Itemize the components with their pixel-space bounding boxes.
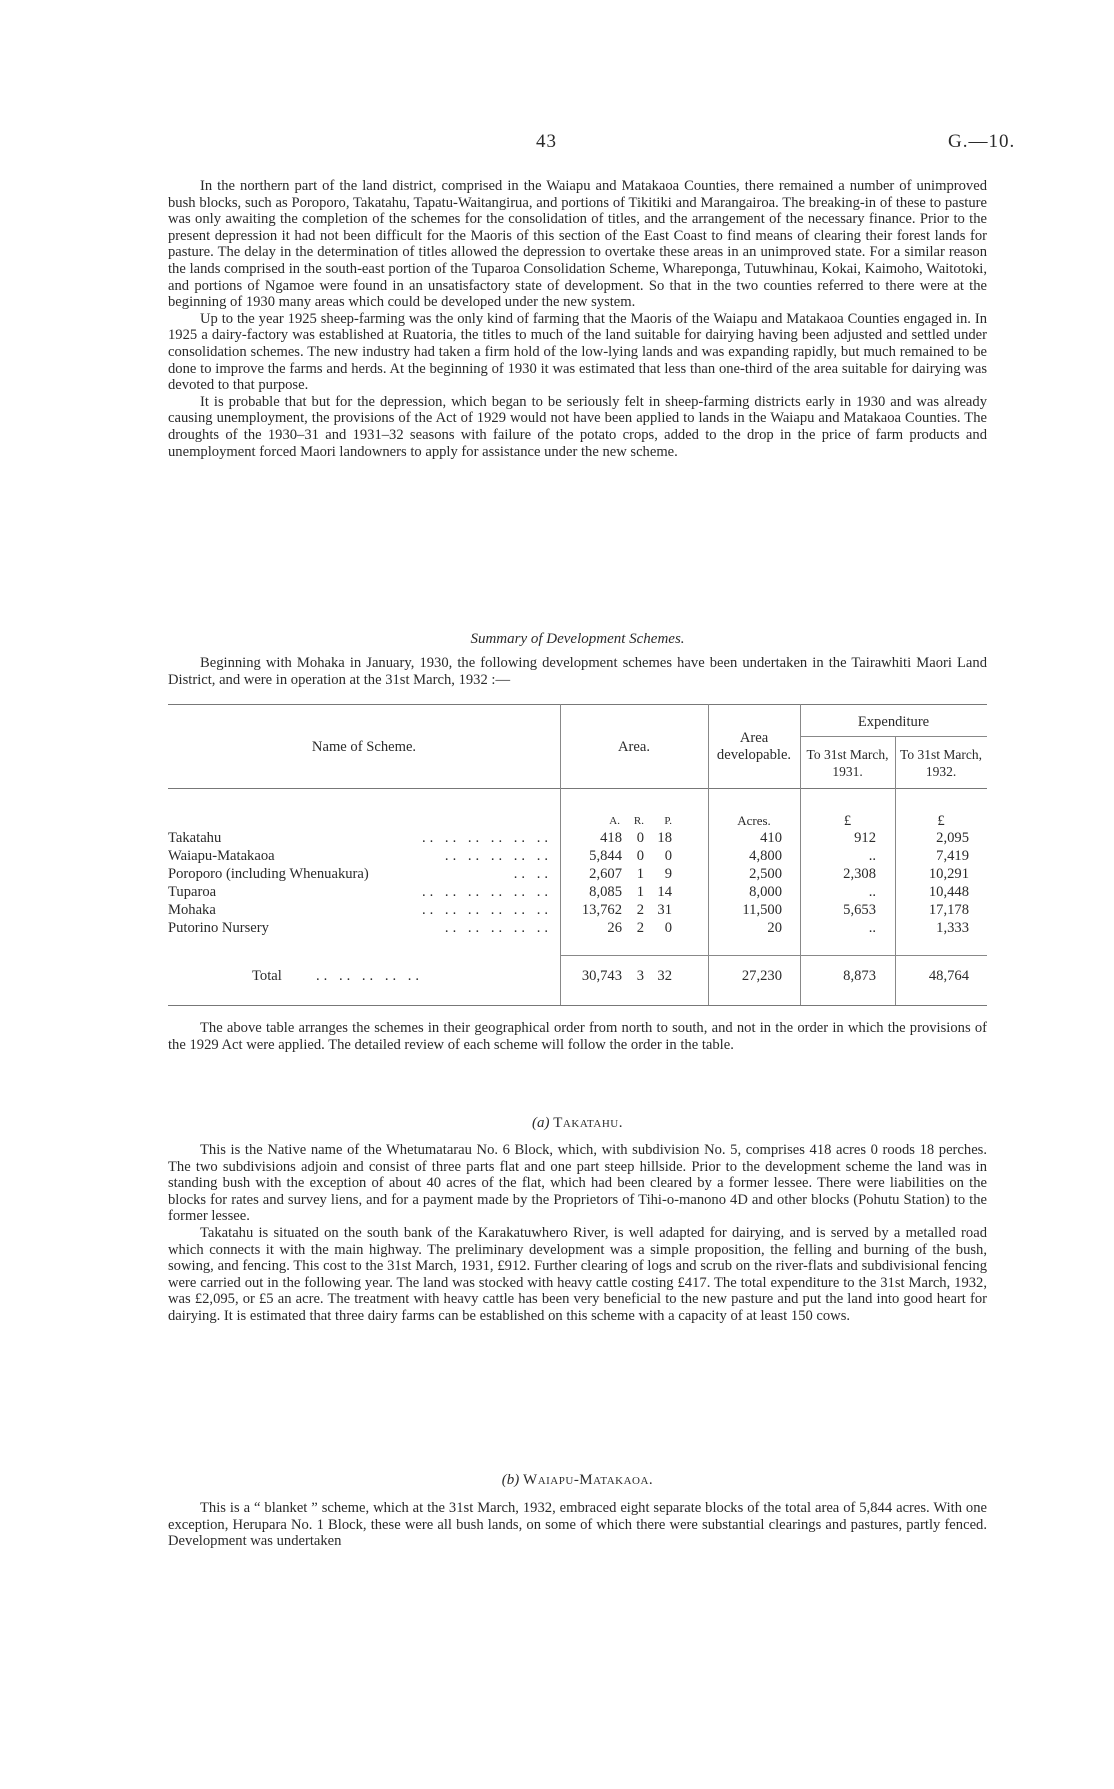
row-area-acres: 26 — [607, 920, 622, 936]
total-expenditure-1931: 8,873 — [843, 968, 876, 984]
row-expenditure-1931: .. — [868, 920, 876, 936]
unit-pounds-1932: £ — [937, 813, 945, 829]
unit-perches: P. — [664, 815, 672, 827]
section-a-title: Takatahu. — [553, 1115, 623, 1131]
page-number: 43 — [536, 131, 557, 152]
row-area-roods: 2 — [636, 920, 644, 936]
intro-text — [168, 178, 987, 460]
paragraph: This is the Native name of the Whetumatarau No. 6 Block, which, with subdivision No. 5, comprises 418 acres 0 roods 18 perches. The two subdivisions adjoin and consist of three parts flat and one part steep hillside. Prior to the development scheme the land was in standing bush with the exception of about 40 acres of the flat, which had been cleared by a former lessee. There were liabilities on the blocks for rates and survey liens, and for a payment made by the Proprietors of Tihi-o-manono 4D and other blocks (Pohutu Station) to the former lessee. — [168, 1142, 987, 1225]
header-name: Name of Scheme. — [311, 739, 417, 755]
row-developable: 20 — [767, 920, 782, 936]
paragraph: Takatahu is situated on the south bank of the Karakatuwhero River, is well adapted for dairying, and is served by a metalled road which connects it with the main highway. The preliminary development was a simple proposition, the felling and burning of the bush, sowing, and fencing. This cost to the 31st March, 1931, £912. Further clearing of logs and scrub on the river-flats and subdivisional fencing were carried out in the following year. The land was stocked with heavy cattle costing £417. The total expenditure to the 31st March, 1932, was £2,095, or £5 an acre. The treatment with heavy cattle has been very beneficial to the new pasture and put the land into good heart for dairying. It is estimated that three dairy farms can be established on this scheme with a capacity of at least 150 cows. — [168, 1224, 987, 1324]
row-area-roods: 1 — [636, 884, 644, 900]
paragraph: In the northern part of the land district, comprised in the Waiapu and Matakaoa Counties, there remained a number of unimproved bush blocks, such as Poroporo, Takatahu, Tapatu-Waitangirua, and portions of Tikitiki and Marangairoa. The breaking-in of these to pasture was only awaiting the completion of the schemes for the consolidation of titles, and the arrangement of the necessary finance. Prior to the present depression it had not been difficult for the Maoris of this section of the East Coast to find means of clearing their forest lands for pasture. The delay in the determination of titles allowed the depression to overtake these areas in an unimproved state. For a similar reason the lands comprised in the south-east portion of the Tuparoa Consolidation Scheme, Whareponga, Tutuwhinau, Kokai, Kaimoho, Waitotoki, and portions of Ngamoe were found in an unsatisfactory state of development. So that in the two counties referred to there were at the beginning of 1930 many areas which could be developed under the new system. — [168, 178, 987, 311]
unit-roods: R. — [633, 815, 644, 827]
row-expenditure-1932: 10,291 — [928, 866, 969, 882]
unit-pounds-1931: £ — [843, 813, 852, 829]
row-name: Takatahu — [168, 830, 222, 846]
row-developable: 410 — [760, 830, 782, 846]
expenditure-rule — [800, 736, 987, 737]
row-developable: 8,000 — [749, 884, 782, 900]
row-area-perches: 31 — [657, 902, 672, 918]
paragraph: The above table arranges the schemes in their geographical order from north to south, and not in the order in which the provisions of the 1929 Act were applied. The detailed review of each scheme will follow the order in the table. — [168, 1020, 987, 1053]
row-area-roods: 2 — [636, 902, 644, 918]
row-area-perches: 0 — [664, 848, 672, 864]
row-developable: 4,800 — [749, 848, 782, 864]
row-area-acres: 5,844 — [589, 848, 622, 864]
total-area-acres: 30,743 — [581, 968, 622, 984]
header-to-1931: To 31st March, 1931. — [806, 747, 889, 779]
table-header-rule — [168, 788, 987, 789]
row-expenditure-1932: 10,448 — [928, 884, 969, 900]
section-b-label: (b) — [501, 1472, 520, 1488]
summary-heading: Summary of Development Schemes. — [470, 631, 685, 647]
row-expenditure-1931: .. — [868, 848, 876, 864]
row-developable: 2,500 — [749, 866, 782, 882]
row-area-perches: 9 — [664, 866, 672, 882]
header-to-1932: To 31st March, 1932. — [900, 747, 982, 779]
header-area: Area. — [617, 739, 650, 755]
section-b-text — [168, 1500, 987, 1550]
header-expenditure: Expenditure — [857, 714, 930, 730]
row-area-roods: 1 — [636, 866, 644, 882]
section-a-label: (a) — [532, 1115, 550, 1131]
row-name: Putorino Nursery — [168, 920, 269, 936]
section-b-heading — [168, 1472, 987, 1489]
document-reference: G.—10. — [948, 131, 1016, 152]
row-leader: .. .. .. .. .. .. — [421, 902, 552, 918]
row-leader: .. .. .. .. .. — [444, 920, 552, 936]
row-expenditure-1932: 17,178 — [928, 902, 969, 918]
row-area-perches: 14 — [657, 884, 672, 900]
row-area-acres: 2,607 — [589, 866, 622, 882]
total-area-perches: 32 — [657, 968, 672, 984]
row-leader: .. .. .. .. .. — [444, 848, 552, 864]
row-leader: .. .. .. .. .. .. — [421, 830, 552, 846]
total-developable: 27,230 — [741, 968, 782, 984]
row-expenditure-1932: 2,095 — [936, 830, 969, 846]
row-leader: .. .. .. .. .. .. — [421, 884, 552, 900]
row-name: Mohaka — [168, 902, 216, 918]
section-a-heading — [168, 1115, 987, 1132]
summary-intro — [168, 655, 987, 688]
total-area-roods: 3 — [636, 968, 644, 984]
paragraph: Beginning with Mohaka in January, 1930, the following development schemes have been undertaken in the Tairawhiti Maori Land District, and were in operation at the 31st March, 1932 :— — [168, 655, 987, 688]
row-name: Waiapu-Matakaoa — [168, 848, 275, 864]
unit-developable-acres: Acres. — [737, 813, 771, 828]
row-name: Tuparoa — [168, 884, 217, 900]
row-area-roods: 0 — [636, 830, 644, 846]
header-developable: Area developable. — [716, 730, 792, 763]
paragraph: It is probable that but for the depression, which began to be seriously felt in sheep-farming districts early in 1930 and was already causing unemployment, the provisions of the Act of 1929 would not have been applied to lands in the Waiapu and Matakaoa Counties. The droughts of the 1930–31 and 1931–32 seasons with failure of the potato crops, added to the drop in the price of farm products and unemployment forced Maori landowners to apply for assistance under the new scheme. — [168, 393, 987, 460]
total-leader: .. .. .. .. .. — [316, 968, 424, 984]
row-area-acres: 13,762 — [581, 902, 622, 918]
paragraph: Up to the year 1925 sheep-farming was the only kind of farming that the Maoris of the Waiapu and Matakaoa Counties engaged in. In 1925 a dairy-factory was established at Ruatoria, the titles to much of the land suitable for dairying having been adjusted and settled under consolidation schemes. The new industry had taken a firm hold of the low-lying lands and was expanding rapidly, but much remained to be done to improve the farms and herds. At the beginning of 1930 it was estimated that less than one-third of the area suitable for dairying was devoted to that purpose. — [168, 310, 987, 394]
row-expenditure-1931: 5,653 — [843, 902, 876, 918]
row-developable: 11,500 — [742, 902, 782, 918]
row-area-perches: 18 — [657, 830, 672, 846]
row-area-perches: 0 — [664, 920, 672, 936]
table-top-rule — [168, 704, 987, 705]
total-label: Total — [252, 968, 282, 984]
row-area-acres: 418 — [600, 830, 622, 846]
table-bottom-rule — [168, 1005, 987, 1006]
after-table-text — [168, 1020, 987, 1053]
row-leader: .. .. — [513, 866, 552, 882]
row-area-acres: 8,085 — [589, 884, 622, 900]
row-area-roods: 0 — [636, 848, 644, 864]
row-name: Poroporo (including Whenuakura) — [168, 866, 369, 882]
section-a-text — [168, 1142, 987, 1325]
row-expenditure-1931: 2,308 — [843, 866, 876, 882]
unit-acres: A. — [609, 815, 620, 827]
total-expenditure-1932: 48,764 — [928, 968, 969, 984]
row-expenditure-1932: 1,333 — [936, 920, 969, 936]
row-expenditure-1931: .. — [868, 884, 876, 900]
section-b-title: Waiapu-Matakaoa. — [523, 1472, 654, 1488]
total-rule — [560, 955, 987, 956]
paragraph: This is a “ blanket ” scheme, which at the 31st March, 1932, embraced eight separate blocks of the total area of 5,844 acres. With one exception, Herupara No. 1 Block, these were all bush lands, on some of which there were substantial clearings and pastures, partly fenced. Development was undertaken — [168, 1500, 987, 1550]
row-expenditure-1931: 912 — [854, 830, 876, 846]
row-expenditure-1932: 7,419 — [936, 848, 969, 864]
